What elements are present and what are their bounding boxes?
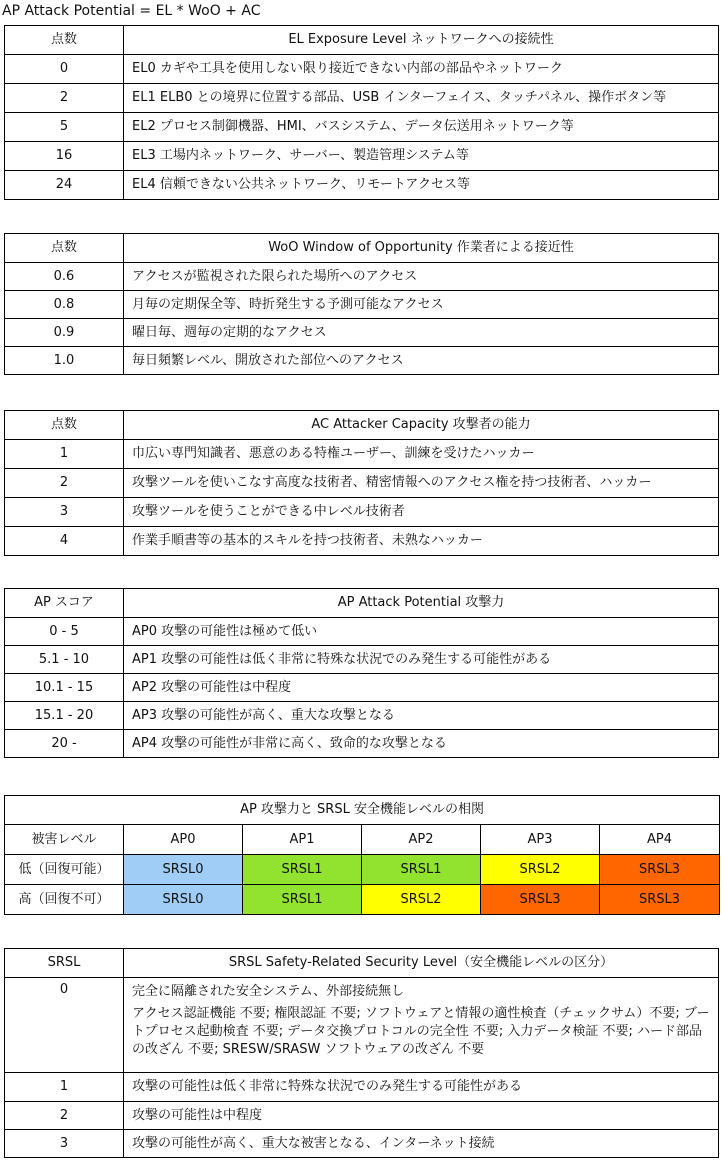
description-cell: 攻撃ツールを使うことができる中レベル技術者 <box>124 498 719 527</box>
table-row <box>5 113 719 142</box>
score-cell: 10.1 - 15 <box>5 674 124 702</box>
score-cell: 2 <box>5 84 124 113</box>
column-header: AP スコア <box>5 589 124 618</box>
column-header: 点数 <box>5 234 124 263</box>
column-header: 点数 <box>5 26 124 55</box>
srsl-cell: SRSL3 <box>481 885 600 915</box>
table-row <box>5 978 719 1073</box>
correlation-header-row <box>5 825 720 855</box>
score-cell: 20 - <box>5 730 124 758</box>
score-cell: 0.8 <box>5 291 124 319</box>
correlation-title-row <box>5 796 720 825</box>
srsl-cell: SRSL0 <box>124 855 243 885</box>
description-cell: EL1 ELB0 との境界に位置する部品、USB インターフェイス、タッチパネル、操作ボタン等 <box>124 84 719 113</box>
score-cell: 15.1 - 20 <box>5 702 124 730</box>
table-row <box>5 527 719 556</box>
score-cell: 0 - 5 <box>5 618 124 646</box>
description-requirements: アクセス認証機能 不要; 権限認証 不要; ソフトウェアと情報の適性検査（チェックサム）不要; ブートプロセス起動検査 不要; データ交換プロトコルの完全性 不要; 入力データ検証 不要; ハード部品の改ざん 不要; SRESW/SRASW ソフトウェアの改ざん 不要 <box>132 1006 710 1057</box>
description-cell: 攻撃の可能性は中程度 <box>124 1102 719 1130</box>
srsl-cell: SRSL1 <box>362 855 481 885</box>
description-cell: AP1 攻撃の可能性は低く非常に特殊な状況でのみ発生する可能性がある <box>124 646 719 674</box>
woo-table-header <box>5 234 719 263</box>
table-row <box>5 469 719 498</box>
table-row <box>5 263 719 291</box>
description-cell: 攻撃の可能性が高く、重大な被害となる、インターネット接続 <box>124 1130 719 1158</box>
srsl-cell: SRSL1 <box>243 885 362 915</box>
table-row <box>5 498 719 527</box>
table-row <box>5 855 720 885</box>
table-row <box>5 702 719 730</box>
table-row <box>5 1130 719 1158</box>
column-header: 被害レベル <box>5 825 124 855</box>
damage-level-label: 低（回復可能） <box>5 855 124 885</box>
column-header: WoO Window of Opportunity 作業者による接近性 <box>124 234 719 263</box>
description-cell: 攻撃の可能性は低く非常に特殊な状況でのみ発生する可能性がある <box>124 1073 719 1102</box>
description-cell: EL0 カギや工具を使用しない限り接近できない内部の部品やネットワーク <box>124 55 719 84</box>
table-row <box>5 646 719 674</box>
srsl-level-table <box>4 948 719 1158</box>
table-row <box>5 55 719 84</box>
score-cell: 0 <box>5 55 124 84</box>
table-row <box>5 84 719 113</box>
score-cell: 0.9 <box>5 319 124 347</box>
description-cell: AP0 攻撃の可能性は極めて低い <box>124 618 719 646</box>
ac-table-header <box>5 411 719 440</box>
table-row <box>5 142 719 171</box>
ap-table <box>4 588 719 758</box>
column-header: AP0 <box>124 825 243 855</box>
el-table <box>4 25 719 200</box>
description-cell: AP3 攻撃の可能性が高く、重大な攻撃となる <box>124 702 719 730</box>
table-row <box>5 885 720 915</box>
srsl-table-header <box>5 949 719 978</box>
correlation-table <box>4 795 720 915</box>
ap-table-header <box>5 589 719 618</box>
column-header: AP Attack Potential 攻撃力 <box>124 589 719 618</box>
srsl-cell: SRSL3 <box>600 885 720 915</box>
description-cell: EL4 信頼できない公共ネットワーク、リモートアクセス等 <box>124 171 719 200</box>
woo-table <box>4 233 719 375</box>
column-header: 点数 <box>5 411 124 440</box>
score-cell: 3 <box>5 1130 124 1158</box>
srsl-cell: SRSL0 <box>124 885 243 915</box>
column-header: AC Attacker Capacity 攻撃者の能力 <box>124 411 719 440</box>
srsl-cell: SRSL2 <box>362 885 481 915</box>
score-cell: 0.6 <box>5 263 124 291</box>
table-row <box>5 618 719 646</box>
srsl-cell: SRSL2 <box>481 855 600 885</box>
el-table-header <box>5 26 719 55</box>
table-row <box>5 291 719 319</box>
description-cell: 毎日頻繁レベル、開放された部位へのアクセス <box>124 347 719 375</box>
score-cell: 16 <box>5 142 124 171</box>
score-cell: 2 <box>5 469 124 498</box>
ac-table <box>4 410 719 556</box>
table-row <box>5 1102 719 1130</box>
description-cell: 巾広い専門知識者、悪意のある特権ユーザー、訓練を受けたハッカー <box>124 440 719 469</box>
description-cell: EL2 プロセス制御機器、HMI、バスシステム、データ伝送用ネットワーク等 <box>124 113 719 142</box>
column-header: AP2 <box>362 825 481 855</box>
column-header: SRSL <box>5 949 124 978</box>
srsl-cell: SRSL1 <box>243 855 362 885</box>
score-cell: 1.0 <box>5 347 124 375</box>
table-row <box>5 440 719 469</box>
score-cell: 5 <box>5 113 124 142</box>
damage-level-label: 高（回復不可） <box>5 885 124 915</box>
column-header: EL Exposure Level ネットワークへの接続性 <box>124 26 719 55</box>
table-row <box>5 171 719 200</box>
column-header: SRSL Safety-Related Security Level（安全機能レベルの区分） <box>124 949 719 978</box>
srsl-cell: SRSL3 <box>600 855 720 885</box>
score-cell: 2 <box>5 1102 124 1130</box>
score-cell: 3 <box>5 498 124 527</box>
description-cell: EL3 工場内ネットワーク、サーバー、製造管理システム等 <box>124 142 719 171</box>
score-cell: 24 <box>5 171 124 200</box>
table-row <box>5 347 719 375</box>
description-line: 完全に隔離された安全システム、外部接続無し <box>132 984 405 999</box>
column-header: AP3 <box>481 825 600 855</box>
page-title: AP Attack Potential = EL * WoO + AC <box>2 3 261 19</box>
description-cell: アクセスが監視された限られた場所へのアクセス <box>124 263 719 291</box>
table-row <box>5 730 719 758</box>
description-cell: 曜日毎、週毎の定期的なアクセス <box>124 319 719 347</box>
column-header: AP1 <box>243 825 362 855</box>
score-cell: 0 <box>5 978 124 1073</box>
description-cell: 攻撃ツールを使いこなす高度な技術者、精密情報へのアクセス権を持つ技術者、ハッカー <box>124 469 719 498</box>
correlation-title: AP 攻撃力と SRSL 安全機能レベルの相関 <box>5 796 720 825</box>
score-cell: 4 <box>5 527 124 556</box>
description-cell: 月毎の定期保全等、時折発生する予測可能なアクセス <box>124 291 719 319</box>
table-row <box>5 1073 719 1102</box>
description-cell: AP4 攻撃の可能性が非常に高く、致命的な攻撃となる <box>124 730 719 758</box>
score-cell: 1 <box>5 440 124 469</box>
table-row <box>5 674 719 702</box>
description-cell: 作業手順書等の基本的スキルを持つ技術者、未熟なハッカー <box>124 527 719 556</box>
description-cell: AP2 攻撃の可能性は中程度 <box>124 674 719 702</box>
score-cell: 5.1 - 10 <box>5 646 124 674</box>
description-cell <box>124 978 719 1073</box>
table-row <box>5 319 719 347</box>
score-cell: 1 <box>5 1073 124 1102</box>
column-header: AP4 <box>600 825 720 855</box>
